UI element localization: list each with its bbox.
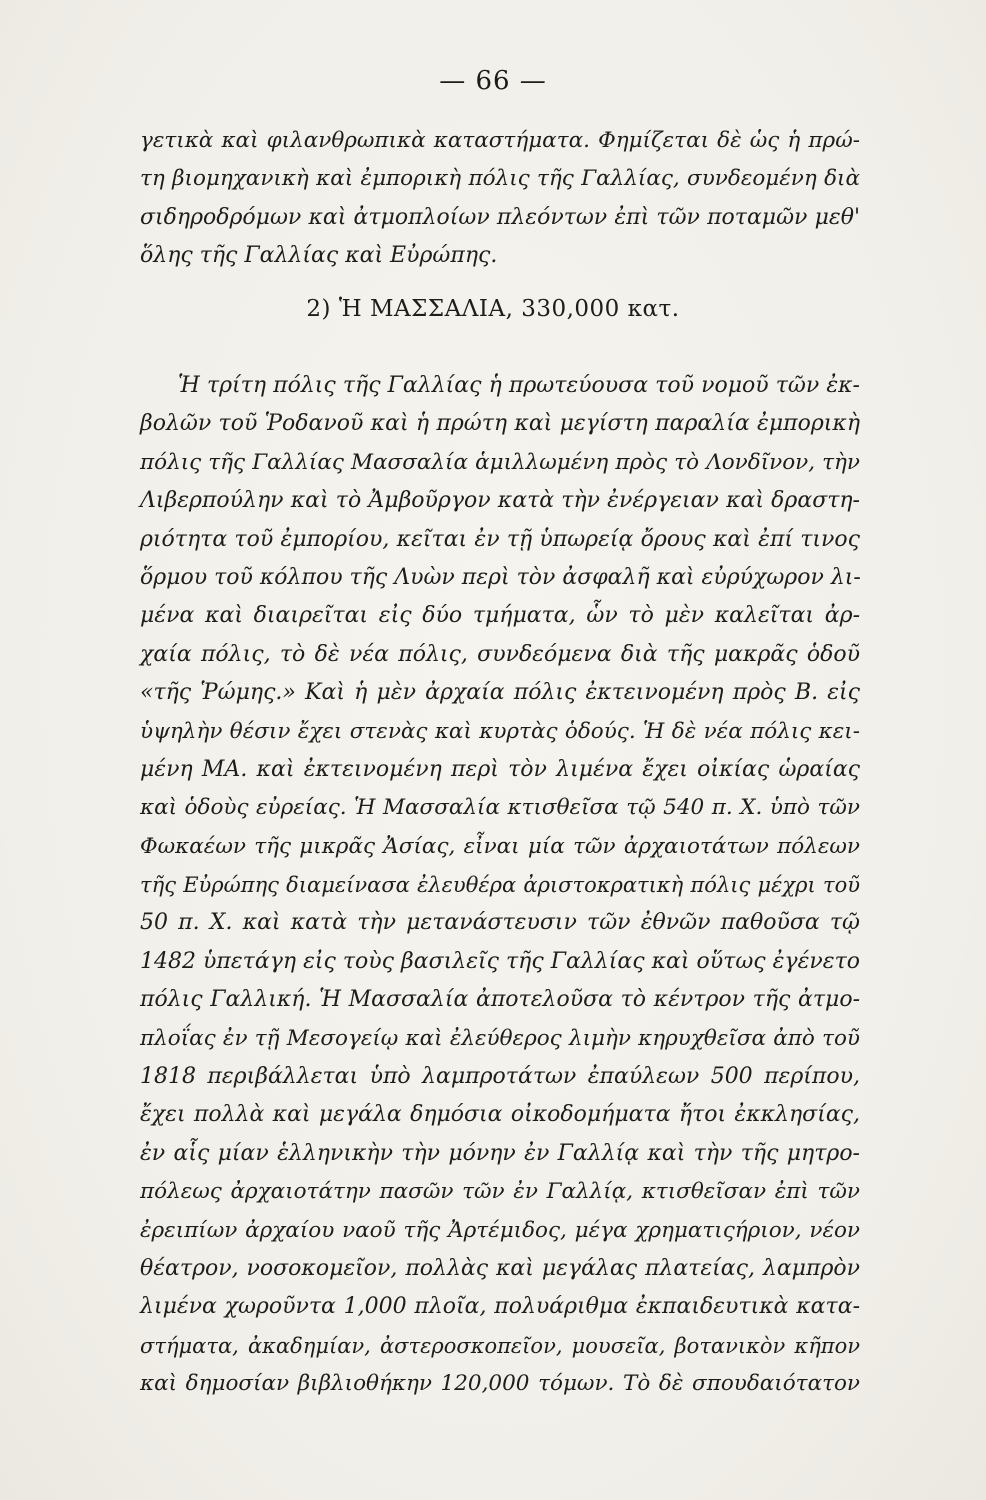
text-line: σιδηροδρόμων καὶ ἀτμοπλοίων πλεόντων ἐπὶ τῶν ποταμῶν μεθ' xyxy=(140,204,860,230)
text-line: Ἡ τρίτη πόλις τῆς Γαλλίας ἡ πρωτεύουσα τοῦ νομοῦ τῶν ἐκ- xyxy=(178,373,860,398)
text-line: πλοΐας ἐν τῇ Μεσογείῳ καὶ ἐλεύθερος λιμὴν κηρυχθεῖσα ἀπὸ τοῦ xyxy=(140,1025,860,1051)
text-line: μένα καὶ διαιρεῖται εἰς δύο τμήματα, ὧν τὸ μὲν καλεῖται ἀρ- xyxy=(140,603,860,629)
text-line: πόλις τῆς Γαλλίας Μασσαλία ἁμιλλωμένη πρὸς τὸ Λονδῖνον, τὴν xyxy=(140,449,860,475)
top-paragraph xyxy=(140,122,860,276)
text-line: τη βιομηχανικὴ καὶ ἐμπορικὴ πόλις τῆς Γαλλίας, συνδεομένη διὰ xyxy=(140,166,860,192)
text-line: ἐν αἷς μίαν ἑλληνικὴν τὴν μόνην ἐν Γαλλίᾳ καὶ τὴν τῆς μητρο- xyxy=(140,1140,860,1166)
text-line: Φωκαέων τῆς μικρᾶς Ἀσίας, εἶναι μία τῶν ἀρχαιοτάτων πόλεων xyxy=(140,833,860,859)
text-line: ἐρειπίων ἀρχαίου ναοῦ τῆς Ἀρτέμιδος, μέγα χρηματιςήριον, νέον xyxy=(140,1217,860,1243)
text-line: 50 π. Χ. καὶ κατὰ τὴν μετανάστευσιν τῶν ἐθνῶν παθοῦσα τῷ xyxy=(140,910,860,936)
text-line: γετικὰ καὶ φιλανθρωπικὰ καταστήματα. Φημίζεται δὲ ὡς ἡ πρώ- xyxy=(140,128,860,153)
text-line: χαία πόλις, τὸ δὲ νέα πόλις, συνδεόμενα διὰ τῆς μακρᾶς ὁδοῦ xyxy=(140,641,860,667)
text-line: ἔχει πολλὰ καὶ μεγάλα δημόσια οἰκοδομήματα ἤτοι ἐκκλησίας, xyxy=(140,1102,860,1128)
page-number: — 66 — xyxy=(439,66,547,96)
text-line: καὶ δημοσίαν βιβλιοθήκην 120,000 τόμων. Τὸ δὲ σπουδαιότατον xyxy=(140,1371,860,1397)
text-line: ὑψηλὴν θέσιν ἔχει στενὰς καὶ κυρτὰς ὁδούς. Ἡ δὲ νέα πόλις κει- xyxy=(140,718,860,744)
text-line: τῆς Εὐρώπης διαμείνασα ἐλευθέρα ἀριστοκρατικὴ πόλις μέχρι τοῦ xyxy=(140,873,860,898)
text-line: 1818 περιβάλλεται ὑπὸ λαμπροτάτων ἐπαύλεων 500 περίπου, xyxy=(140,1064,860,1090)
text-line: πόλις Γαλλική. Ἡ Μασσαλία ἀποτελοῦσα τὸ κέντρον τῆς ἀτμο- xyxy=(140,987,860,1013)
text-line: πόλεως ἀρχαιοτάτην πασῶν τῶν ἐν Γαλλίᾳ, κτισθεῖσαν ἐπὶ τῶν xyxy=(140,1179,860,1205)
text-line: ριότητα τοῦ ἐμπορίου, κεῖται ἐν τῇ ὑπωρείᾳ ὄρους καὶ ἐπί τινος xyxy=(140,526,860,552)
text-line: στήματα, ἀκαδημίαν, ἀστεροσκοπεῖον, μουσεῖα, βοτανικὸν κῆπον xyxy=(140,1333,860,1358)
text-line: λιμένα χωροῦντα 1,000 πλοῖα, πολυάριθμα ἐκπαιδευτικὰ κατα- xyxy=(140,1294,860,1320)
section-heading: 2) Ἡ ΜΑΣΣΑΛΙΑ, 330,000 κατ. xyxy=(306,296,680,322)
text-line: Λιβερπούλην καὶ τὸ Ἀμβοῦργον κατὰ τὴν ἐνέργειαν καὶ δραστη- xyxy=(140,488,860,514)
text-line: ὅρμου τοῦ κόλπου τῆς Λυὼν περὶ τὸν ἀσφαλῆ καὶ εὐρύχωρον λι- xyxy=(140,564,861,590)
text-line: «τῆς Ῥώμης.» Καὶ ἡ μὲν ἀρχαία πόλις ἐκτεινομένη πρὸς Β. εἰς xyxy=(140,680,860,706)
body-paragraph xyxy=(140,367,860,1404)
text-line: μένη ΜΑ. καὶ ἐκτεινομένη περὶ τὸν λιμένα ἔχει οἰκίας ὡραίας xyxy=(140,756,860,782)
text-line: καὶ ὁδοὺς εὐρείας. Ἡ Μασσαλία κτισθεῖσα τῷ 540 π. Χ. ὑπὸ τῶν xyxy=(140,795,860,821)
text-line: θέατρον, νοσοκομεῖον, πολλὰς καὶ μεγάλας πλατείας, λαμπρὸν xyxy=(140,1255,860,1281)
text-line: ὅλης τῆς Γαλλίας καὶ Εὐρώπης. xyxy=(140,243,498,269)
text-line: 1482 ὑπετάγη εἰς τοὺς βασιλεῖς τῆς Γαλλίας καὶ οὕτως ἐγένετο xyxy=(140,948,860,974)
text-line: βολῶν τοῦ Ῥοδανοῦ καὶ ἡ πρώτη καὶ μεγίστη παραλία ἐμπορικὴ xyxy=(140,411,860,437)
